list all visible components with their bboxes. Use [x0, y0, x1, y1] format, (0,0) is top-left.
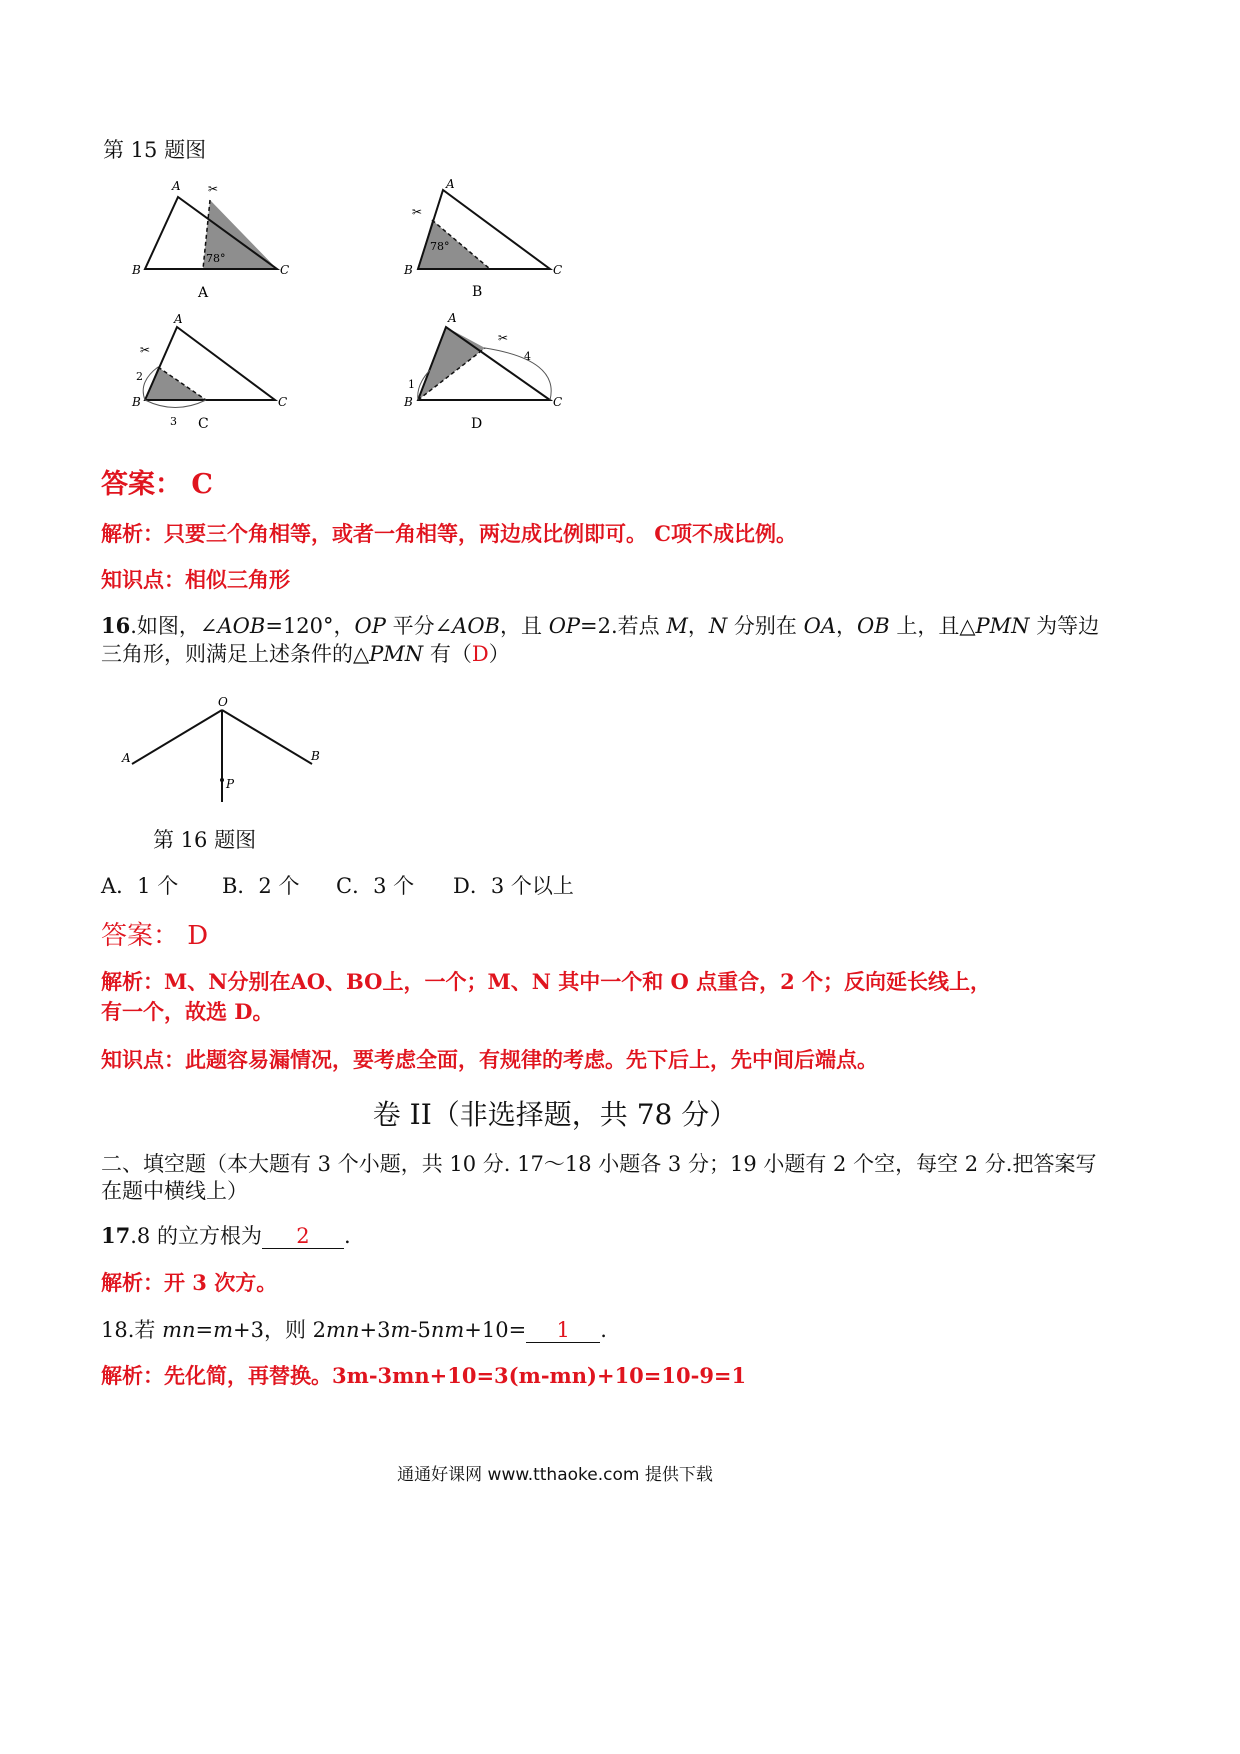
q18-analysis: 解析：先化简，再替换。3m-3mn+10=3(m-mn)+10=10-9=1 — [101, 1363, 747, 1388]
q15-option-a-diagram — [131, 179, 289, 301]
svg-text:B: B — [311, 749, 320, 763]
svg-text:B: B — [404, 395, 413, 409]
svg-text:✂: ✂ — [140, 343, 151, 357]
q16-choice-a: A．1 个 — [101, 874, 179, 898]
q15-knowledge-point: 知识点：相似三角形 — [101, 567, 290, 592]
footer-credit: 通通好课网 www.tthaoke.com 提供下载 — [397, 1465, 713, 1485]
svg-text:4: 4 — [524, 350, 531, 363]
q17-analysis: 解析：开 3 次方。 — [101, 1270, 278, 1295]
q16-figure-caption: 第 16 题图 — [153, 828, 257, 852]
q17-answer-blank: 2 — [262, 1224, 344, 1249]
svg-text:✂: ✂ — [208, 182, 219, 196]
svg-text:A: A — [446, 177, 455, 191]
svg-text:A: A — [172, 179, 181, 193]
svg-text:O: O — [218, 695, 228, 709]
q15-option-c-diagram — [131, 312, 287, 432]
svg-text:D: D — [471, 416, 483, 432]
svg-text:C: C — [278, 395, 288, 409]
q16-choice-b: B．2 个 — [222, 874, 300, 898]
svg-text:B: B — [404, 263, 413, 277]
svg-text:P: P — [226, 777, 235, 791]
svg-text:B: B — [132, 263, 141, 277]
q15-option-b-diagram — [403, 177, 562, 300]
svg-text:✂: ✂ — [498, 331, 509, 345]
svg-text:C: C — [198, 416, 209, 432]
svg-text:B: B — [132, 395, 141, 409]
q16-figure — [118, 692, 338, 812]
q16-answer: 答案： D — [101, 921, 209, 951]
q15-figure-caption: 第 15 题图 — [103, 138, 207, 162]
svg-text:C: C — [553, 395, 563, 409]
fill-in-instructions-line1: 二、填空题（本大题有 3 个小题，共 10 分. 17～18 小题各 3 分；19 小题有 2 个空，每空 2 分.把答案写 — [101, 1152, 1097, 1176]
svg-text:3: 3 — [170, 415, 177, 428]
q16-analysis-line1: 解析：M、N分别在AO、BO上，一个；M、N 其中一个和 O 点重合，2 个；反向延长线上， — [101, 969, 992, 994]
svg-text:A: A — [198, 285, 209, 301]
q15-answer: 答案： C — [101, 469, 213, 500]
svg-text:78°: 78° — [206, 252, 226, 265]
svg-text:A: A — [174, 312, 183, 326]
q17-stem: 17.8 的立方根为 2 . — [101, 1223, 351, 1248]
section-title: 卷 II（非选择题，共 78 分） — [372, 1098, 738, 1131]
svg-text:C: C — [553, 263, 563, 277]
q16-stem-line1: 16.如图，∠AOB=120°，OP 平分∠AOB，且 OP=2.若点 M，N 分别在 OA，OB 上，且△PMN 为等边 — [101, 613, 1100, 638]
svg-text:B: B — [472, 284, 483, 300]
q15-analysis: 解析：只要三个角相等，或者一角相等，两边成比例即可。 C项不成比例。 — [101, 521, 798, 546]
svg-text:A: A — [122, 751, 131, 765]
svg-text:78°: 78° — [430, 240, 450, 253]
svg-text:1: 1 — [408, 378, 415, 391]
q15-option-d-diagram — [403, 311, 562, 432]
q16-stem-line2: 三角形，则满足上述条件的△PMN 有（D） — [101, 642, 510, 666]
q16-analysis-line2: 有一个，故选 D。 — [101, 999, 274, 1024]
q16-knowledge-point: 知识点：此题容易漏情况，要考虑全面，有规律的考虑。先下后上，先中间后端点。 — [101, 1047, 878, 1072]
svg-text:C: C — [280, 263, 290, 277]
q16-choice-d: D．3 个以上 — [453, 874, 574, 898]
svg-text:2: 2 — [136, 370, 143, 383]
fill-in-instructions-line2: 在题中横线上） — [101, 1179, 248, 1203]
q18-answer-blank: 1 — [526, 1318, 600, 1343]
q16-choice-c: C．3 个 — [336, 874, 415, 898]
q15-figure — [120, 170, 600, 440]
q18-stem: 18.若 mn=m+3，则 2mn+3m-5nm+10= 1 . — [101, 1318, 607, 1342]
svg-text:A: A — [448, 311, 457, 325]
svg-text:✂: ✂ — [412, 205, 423, 219]
